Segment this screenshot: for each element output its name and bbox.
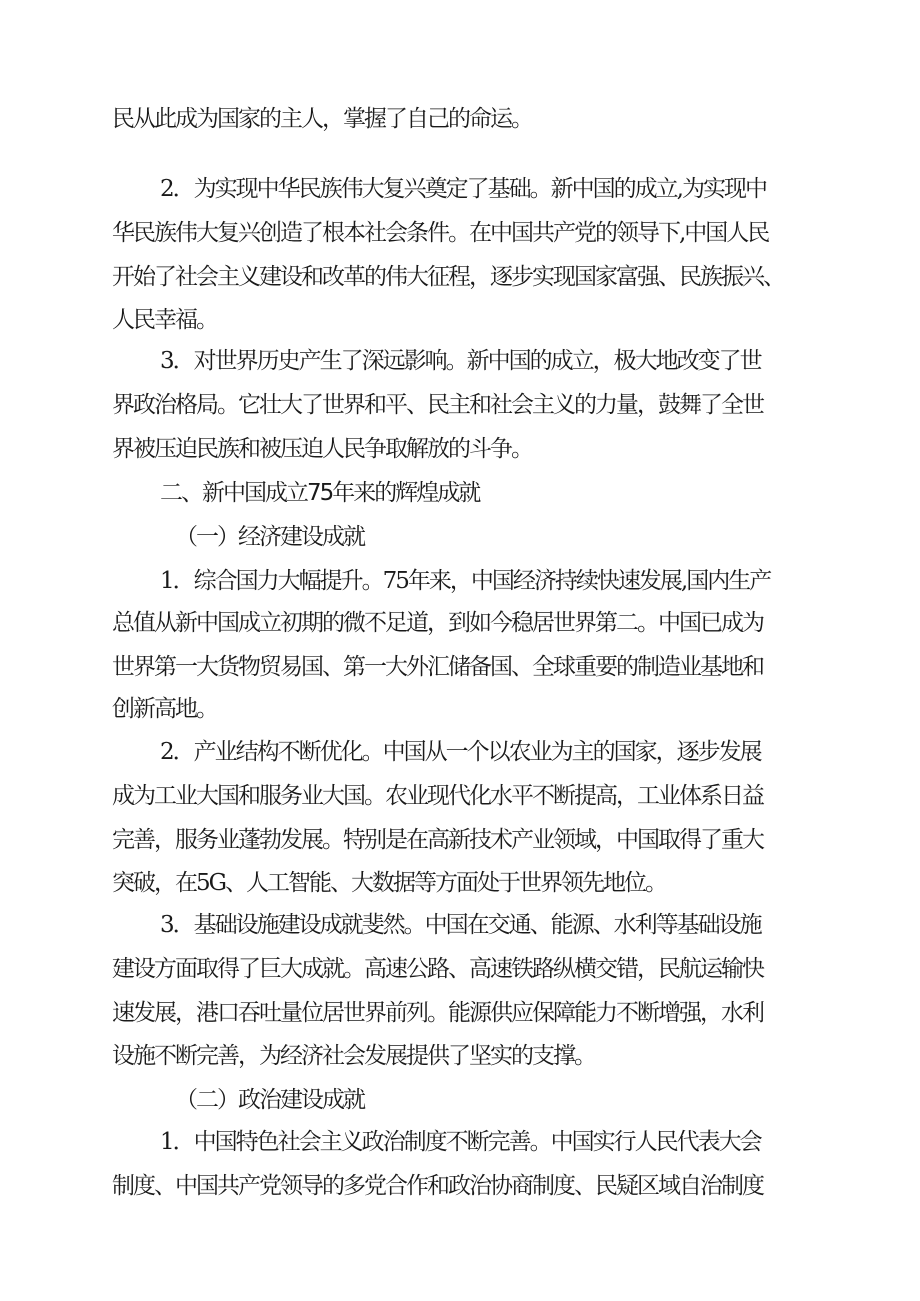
paragraph-line: 2．产业结构不断优化。中国从一个以农业为主的国家，逐步发展 <box>160 739 761 765</box>
paragraph-line: 华民族伟大复兴创造了根本社会条件。在中国共产党的领导下,中国人民 <box>112 220 769 246</box>
paragraph-line: 突破，在5G、人工智能、大数据等方面处于世界领先地位。 <box>112 870 667 896</box>
paragraph-line: 界被压迫民族和被压迫人民争取解放的斗争。 <box>112 436 532 462</box>
paragraph-line: 民从此成为国家的主人，掌握了自己的命运。 <box>112 106 532 132</box>
section-heading: 二、新中国成立75年来的辉煌成就 <box>160 480 480 506</box>
subsection-heading: （一）经济建设成就 <box>175 524 364 550</box>
paragraph-line: 3．对世界历史产生了深远影响。新中国的成立，极大地改变了世 <box>160 348 761 374</box>
paragraph-line: 人民幸福。 <box>112 307 217 333</box>
paragraph-line: 2．为实现中华民族伟大复兴奠定了基础。新中国的成立,为实现中 <box>160 176 766 202</box>
paragraph-line: 1．中国特色社会主义政治制度不断完善。中国实行人民代表大会 <box>160 1129 761 1155</box>
paragraph-line: 设施不断完善，为经济社会发展提供了坚实的支撑。 <box>112 1043 595 1069</box>
paragraph-line: 世界第一大货物贸易国、第一大外汇储备国、全球重要的制造业基地和 <box>112 654 763 680</box>
paragraph-line: 总值从新中国成立初期的微不足道，到如今稳居世界第二。中国已成为 <box>112 610 763 636</box>
subsection-heading: （二）政治建设成就 <box>175 1087 364 1113</box>
paragraph-line: 建设方面取得了巨大成就。高速公路、高速铁路纵横交错，民航运输快 <box>112 956 763 982</box>
paragraph-line: 界政治格局。它壮大了世界和平、民主和社会主义的力量，鼓舞了全世 <box>112 392 763 418</box>
paragraph-line: 1．综合国力大幅提升。75年来，中国经济持续快速发展,国内生产 <box>160 568 771 594</box>
paragraph-line: 成为工业大国和服务业大国。农业现代化水平不断提高，工业体系日益 <box>112 783 763 809</box>
paragraph-line: 制度、中国共产党领导的多党合作和政治协商制度、民疑区域自治制度 <box>112 1173 763 1199</box>
paragraph-line: 速发展，港口吞吐量位居世界前列。能源供应保障能力不断增强，水利 <box>112 1000 763 1026</box>
paragraph-line: 3．基础设施建设成就斐然。中国在交通、能源、水利等基础设施 <box>160 912 761 938</box>
paragraph-line: 创新高地。 <box>112 696 217 722</box>
paragraph-line: 开始了社会主义建设和改革的伟大征程，逐步实现国家富强、民族振兴、 <box>112 264 784 290</box>
paragraph-line: 完善，服务业蓬勃发展。特别是在高新技术产业领域，中国取得了重大 <box>112 827 763 853</box>
